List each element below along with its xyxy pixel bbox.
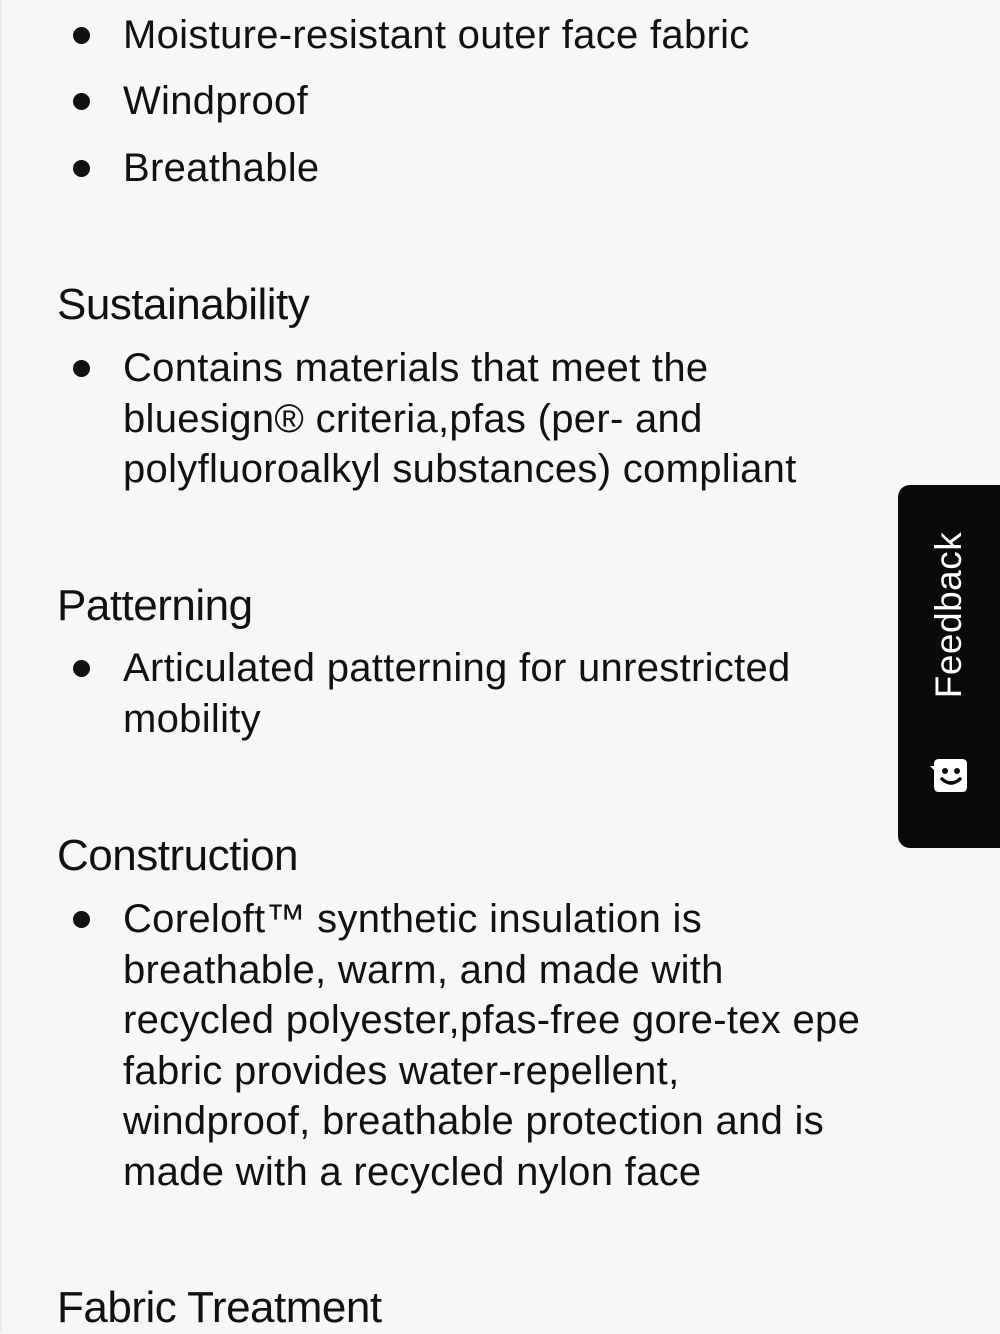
list-item-line: made with a recycled nylon face [123,1149,702,1194]
sustainability-heading: Sustainability [57,280,310,329]
bullet-icon [73,360,90,377]
list-item [123,894,860,1197]
list-item [123,76,308,127]
smiley-chat-icon [930,755,970,795]
list-item-text: Windproof [123,79,309,123]
list-item-line: bluesign® criteria,pfas (per- and [123,396,703,441]
bullet-icon [73,27,90,44]
list-item [123,10,750,61]
list-item [123,143,319,194]
list-item-line: windproof, breathable protection and is [123,1099,825,1143]
feedback-label: Feedback [928,531,969,699]
feedback-button[interactable] [898,485,1000,848]
list-item-line: breathable, warm, and made with [123,947,724,992]
list-item-line: Coreloft™ synthetic insulation is [123,897,703,941]
construction-heading: Construction [57,831,299,880]
fabric-treatment-heading: Fabric Treatment [57,1283,382,1332]
list-item-line: mobility [123,696,261,741]
bullet-icon [73,911,90,928]
list-item-text: Breathable [123,146,320,190]
list-item-line: fabric provides water-repellent, [123,1048,680,1093]
list-item [123,343,797,495]
list-item-line: Articulated patterning for unrestricted [123,646,791,690]
list-item-line: Contains materials that meet the [123,346,709,390]
patterning-heading: Patterning [57,581,253,630]
list-item [123,643,791,744]
list-item-line: recycled polyester,pfas-free gore-tex epe [123,998,861,1042]
list-item-line: polyfluoroalkyl substances) compliant [123,447,797,491]
list-item-text: Moisture-resistant outer face fabric [123,13,750,57]
bullet-icon [73,660,90,677]
bullet-icon [73,93,90,110]
page-left-edge [0,0,2,1333]
bullet-icon [73,160,90,177]
